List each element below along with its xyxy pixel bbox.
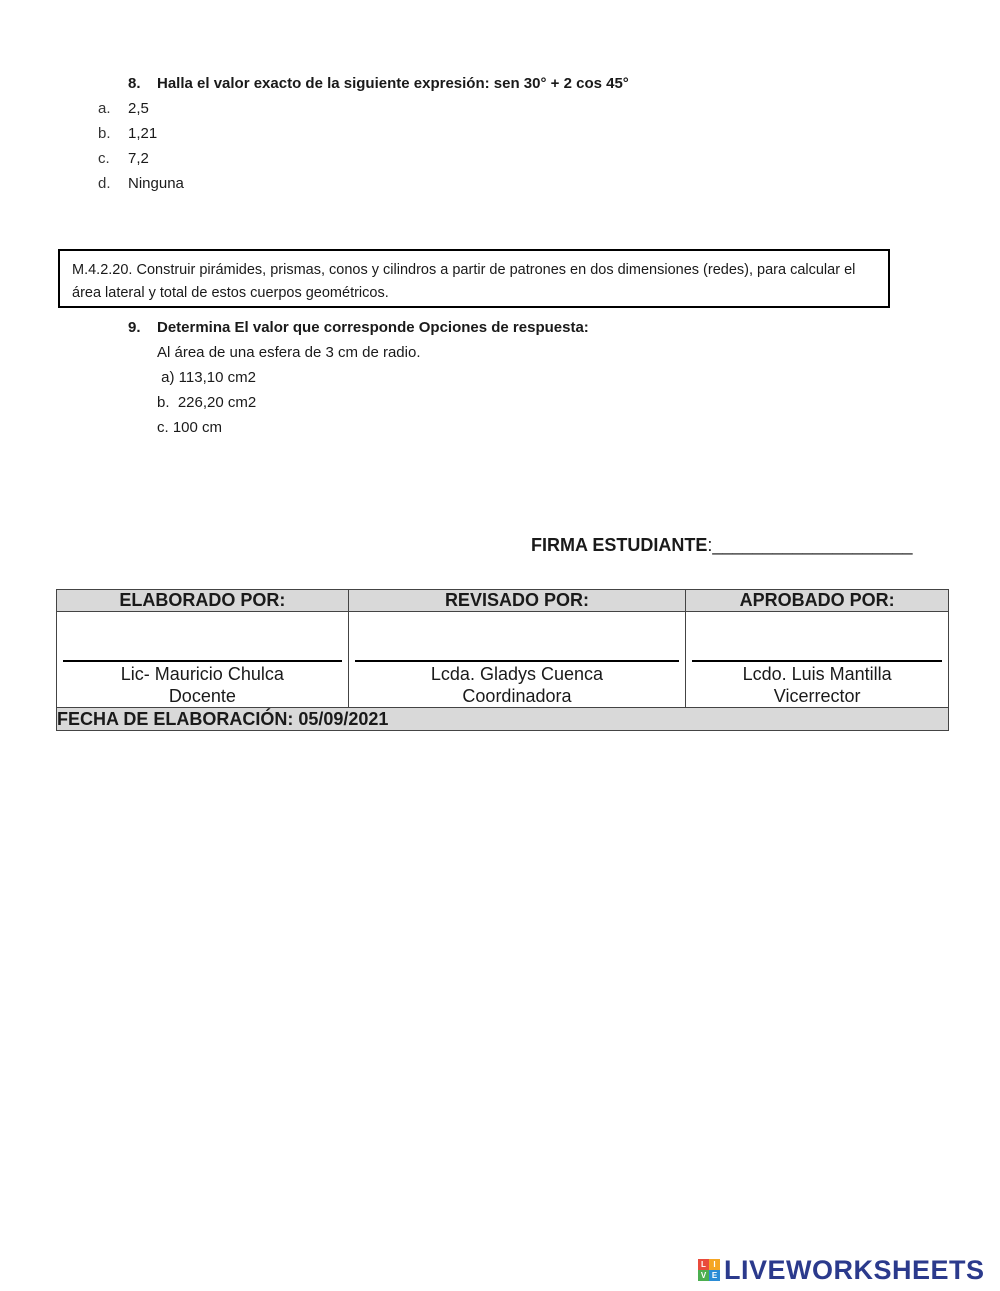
header-aprobado: APROBADO POR: (686, 590, 949, 612)
approval-table (56, 589, 949, 731)
signer-name: Lcdo. Luis Mantilla (742, 664, 892, 684)
signature-underline (63, 660, 342, 662)
logo-mark-letter: E (709, 1270, 720, 1281)
signer-role: Vicerrector (773, 686, 861, 706)
option-text: 2,5 (128, 100, 149, 117)
signer-name: Lic- Mauricio Chulca (120, 664, 284, 684)
question-9-title (128, 319, 589, 336)
question-8-title (128, 75, 629, 92)
signature-underline (355, 660, 680, 662)
logo-mark-letter: V (698, 1270, 709, 1281)
question-text: Halla el valor exacto de la siguiente expresión: sen 30° + 2 cos 45° (157, 75, 629, 92)
signer-name: Lcda. Gladys Cuenca (430, 664, 604, 684)
header-elaborado: ELABORADO POR: (57, 590, 349, 612)
logo-mark-letter: I (709, 1259, 720, 1270)
option-d[interactable] (98, 175, 184, 192)
question-text: Determina El valor que corresponde Opciones de respuesta: (157, 319, 589, 336)
signature-cell (57, 612, 349, 708)
standard-text: M.4.2.20. Construir pirámides, prismas, conos y cilindros a partir de patrones en dos dimensiones (redes), para calcular el área lateral y total de estos cuerpos geométricos. (72, 262, 856, 301)
question-9-prompt: Al área de una esfera de 3 cm de radio. (157, 344, 421, 361)
logo-text: LIVEWORKSHEETS (724, 1254, 985, 1285)
option-letter: a. (98, 100, 111, 117)
student-signature-field[interactable] (531, 535, 913, 556)
signer-role: Coordinadora (462, 686, 572, 706)
header-revisado: REVISADO POR: (348, 590, 686, 612)
option-letter: c. (98, 150, 110, 167)
option-text: 1,21 (128, 125, 158, 142)
option-b[interactable]: b. 226,20 cm2 (157, 394, 257, 411)
signature-line: :____________________ (707, 535, 913, 555)
option-letter: d. (98, 175, 111, 192)
question-number: 8. (128, 75, 141, 92)
option-letter: b. (98, 125, 111, 142)
option-a[interactable]: a) 113,10 cm2 (157, 369, 256, 386)
option-c[interactable]: c. 100 cm (157, 419, 223, 436)
fecha-elaboracion: FECHA DE ELABORACIÓN: 05/09/2021 (57, 708, 949, 731)
liveworksheets-logo[interactable] (698, 1255, 985, 1285)
question-number: 9. (128, 319, 141, 336)
option-c[interactable] (98, 150, 149, 167)
logo-mark-letter: L (698, 1259, 709, 1270)
option-text: 7,2 (128, 150, 149, 167)
signature-underline (692, 660, 942, 662)
option-a[interactable] (98, 100, 149, 117)
signature-label: FIRMA ESTUDIANTE (531, 535, 708, 555)
standard-box (58, 249, 890, 308)
approval-header-row (57, 590, 949, 612)
option-b[interactable] (98, 125, 157, 142)
signature-cell (686, 612, 949, 708)
logo-mark-icon (698, 1259, 720, 1281)
approval-signature-row (57, 612, 949, 708)
fecha-row (57, 708, 949, 731)
signer-role: Docente (168, 686, 236, 706)
option-text: Ninguna (128, 175, 184, 192)
signature-cell (348, 612, 686, 708)
